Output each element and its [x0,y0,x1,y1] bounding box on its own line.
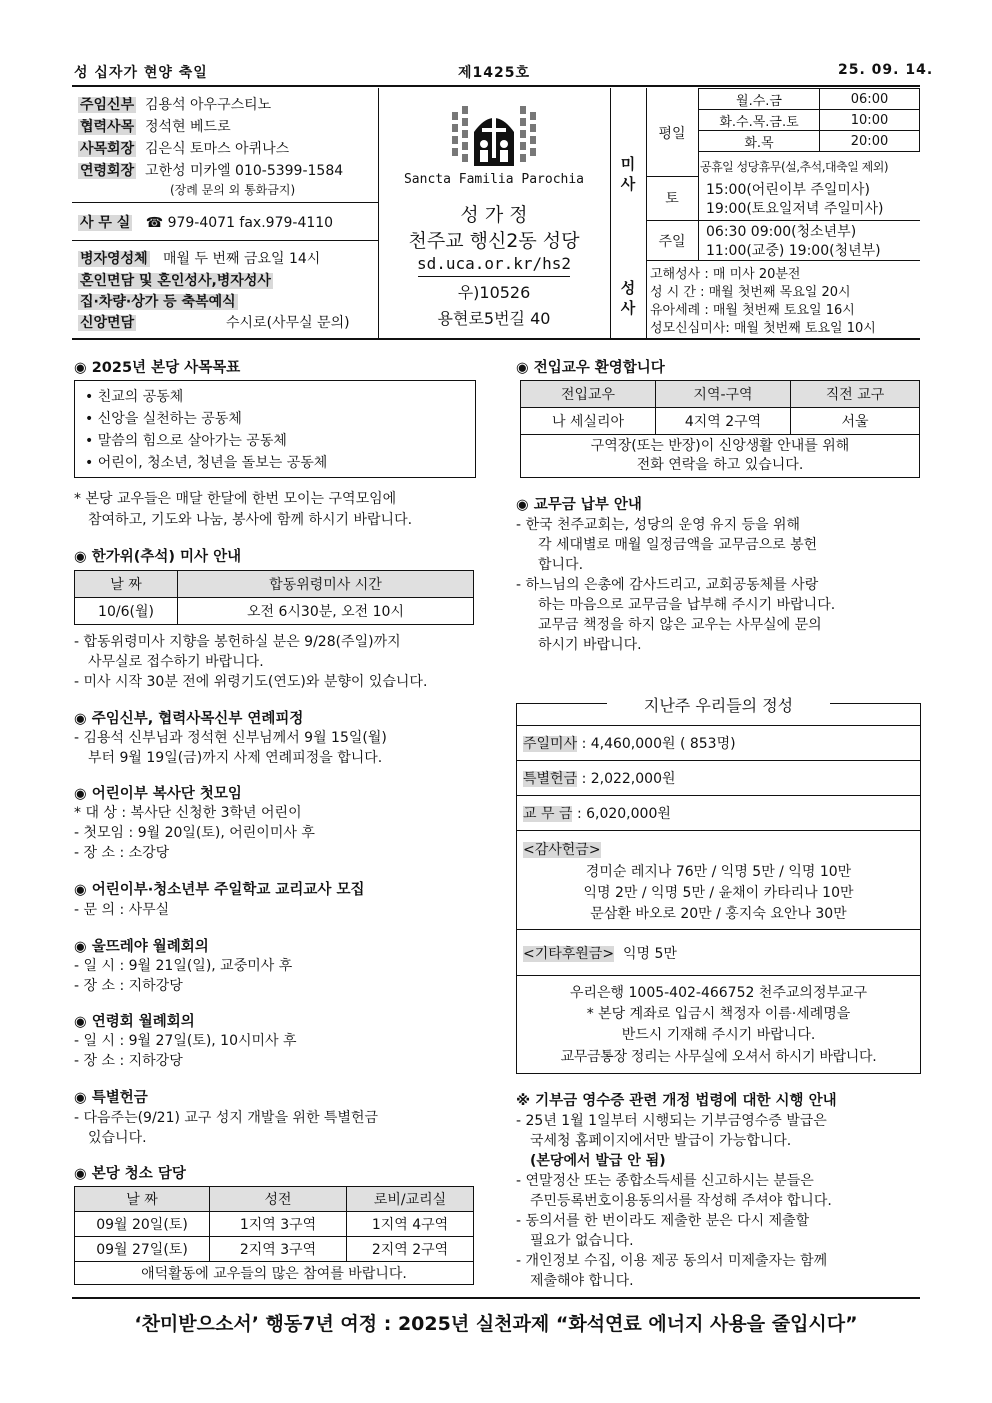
office-row: 사 무 실 ☎ 979-4071 fax.979-4110 [80,215,334,231]
table-row [75,1237,474,1262]
divider [418,276,570,277]
mass-time: 06:00 [820,89,920,110]
cleaning-note: 애덕활동에 교우들의 많은 참여를 바랍니다. [75,1262,474,1285]
welcome-note [521,435,920,478]
goal-item: • 신앙을 실천하는 공동체 [85,411,242,427]
sacrament-item: 유아세례 : 매월 첫번째 토요일 16시 [650,303,855,318]
table-cell: 나 세실리아 [521,408,656,435]
saturday-mass: 15:00(어린이부 주일미사) [706,182,870,198]
goals-note: 참여하고, 기도와 나눔, 봉사에 함께 하시기 바랍니다. [88,512,413,528]
sacrament-label: 성사 [620,279,636,317]
mass-days: 화.목 [699,131,820,152]
sacrament-item: 성모신심미사: 매월 첫번째 토요일 10시 [650,321,876,336]
weekday-cell [646,88,699,177]
sunday-mass: 06:30 09:00(청소년부) [706,224,857,240]
feast-title: 성 십자가 현양 축일 [74,65,208,81]
table-header: 전입교우 [521,381,656,408]
altar-title: ◉ 어린이부 복사단 첫모임 [74,786,242,802]
chuseok-table [74,570,474,625]
divider [517,929,920,930]
table-cell: 09월 27일(토) [75,1237,210,1262]
sunday-cell [646,220,699,261]
info-panel [72,88,920,340]
divider [517,725,920,726]
thanks-label: <감사헌금> [523,842,601,858]
ultreya-title: ◉ 울뜨레야 월례회의 [74,939,209,955]
yeonryeong-line: - 장 소 : 지하강당 [74,1053,183,1069]
mass-days: 월.수.금 [699,89,820,110]
staff-row: 연령회장 고한성 미카엘 010-5399-1584 [80,163,344,179]
issue-number: 제1425호 [458,65,531,81]
sunday-times [698,220,920,261]
altar-line: * 대 상 : 복사단 신청한 3학년 어린이 [74,805,302,821]
service-row: 병자영성체 매월 두 번째 금요일 14시 [80,251,321,267]
receipt-line: - 25년 1월 1일부터 시행되는 기부금영수증 발급은 [516,1113,827,1129]
welcome-title: ◉ 전입교우 환영합니다 [516,360,665,376]
welcome-table [520,380,920,478]
retreat-line: 부터 9월 19일(금)까지 사제 연례피정을 합니다. [88,750,383,766]
dues-line: 각 세대별로 매월 일정금액을 교무금으로 봉헌 [538,537,818,553]
thanks-line: 문삼환 바오로 20만 / 홍지숙 요안나 30만 [590,906,847,922]
divider [72,240,378,241]
staff-column [72,88,379,338]
retreat-title: ◉ 주임신부, 협력사목신부 연례피정 [74,711,304,727]
bank-note: 반드시 기재해 주시기 바랍니다. [621,1027,816,1043]
receipt-line: (본당에서 발급 안 됨) [530,1153,666,1169]
table-row [521,408,920,435]
dues-line: - 하느님의 은총에 감사드리고, 교회공동체를 사랑 [516,577,819,593]
issue-date: 25. 09. 14. [838,62,934,78]
header-rule [72,85,920,87]
table-header: 직전 교구 [791,381,920,408]
parish-latin-name: Sancta Familia Parochia [403,172,584,187]
sacrament-item: 고해성사 : 매 미사 20분전 [650,267,801,282]
chuseok-line: - 미사 시작 30분 전에 위령기도(연도)와 분향이 있습니다. [74,674,428,690]
offering-title: 지난주 우리들의 정성 [643,696,794,715]
bank-note: * 본당 계좌로 입금시 책정자 이름·세례명을 [586,1006,851,1022]
parish-logo-icon [450,102,538,170]
chuseok-line: 사무실로 접수하기 바랍니다. [88,654,264,670]
parish-address: 용현로5번길 40 [437,309,551,328]
staff-row: 협력사목 정석현 베드로 [80,119,231,135]
divider [517,830,920,831]
sunday-mass: 11:00(교중) 19:00(청년부) [706,243,881,259]
cleaning-table [74,1186,474,1285]
table-cell: 2지역 2구역 [347,1237,474,1262]
thanks-line: 익명 2만 / 익명 5만 / 윤채이 카타리나 10만 [583,885,854,901]
bank-note: 교무금통장 정리는 사무실에 오셔서 하시기 바랍니다. [560,1049,877,1065]
retreat-line: - 김용석 신부님과 정석현 신부님께서 9월 15일(월) [74,730,387,746]
chuseok-title: ◉ 한가위(추석) 미사 안내 [74,549,242,565]
schedule-column [610,88,920,338]
other-donation: <기타후원금> 익명 5만 [523,946,677,962]
dues-line: - 한국 천주교회는, 성당의 운영 유지 등을 위해 [516,517,801,533]
table-cell: 서울 [791,408,920,435]
sunday-label: 주일 [658,234,686,250]
parish-column [378,88,611,338]
dues-title: ◉ 교무금 납부 안내 [516,497,642,513]
dues-line: 하는 마음으로 교무금을 납부해 주시기 바랍니다. [538,597,836,613]
mass-label-cell [610,88,647,260]
dues-line: 합니다. [538,557,584,573]
receipt-line: 주민등록번호이용동의서를 작성해 주셔야 합니다. [530,1193,832,1209]
postal-code: 우)10526 [457,283,531,302]
goal-item: • 친교의 공동체 [85,389,184,405]
sacrament-label-cell [610,260,647,338]
receipt-title: ※ 기부금 영수증 관련 개정 법령에 대한 시행 안내 [516,1093,837,1109]
weekday-label: 평일 [658,126,686,142]
table-header: 성전 [210,1187,347,1212]
altar-line: - 장 소 : 소강당 [74,845,170,861]
saturday-label: 토 [665,191,679,207]
table-header: 지역-구역 [656,381,791,408]
service-row: 혼인면담 및 혼인성사,병자성사 [80,273,271,289]
holiday-note: 공휴일 성당휴무(설,추석,대축일 제외) [700,160,889,174]
goal-item: • 말씀의 힘으로 살아가는 공동체 [85,433,287,449]
service-row: 신앙면담 수시로(사무실 문의) [80,315,350,331]
offering-dues: 교 무 금 : 6,020,000원 [523,806,671,822]
special-line: 있습니다. [88,1130,147,1146]
table-header: 로비/교리실 [347,1187,474,1212]
divider [517,795,920,796]
weekday-mass-table [698,88,920,152]
saturday-cell [646,176,699,221]
yeonryeong-line: - 일 시 : 9월 27일(토), 10시미사 후 [74,1033,297,1049]
goals-title: ◉ 2025년 본당 사목목표 [74,360,241,376]
divider [517,760,920,761]
table-cell: 4지역 2구역 [656,408,791,435]
staff-row: 사목회장 김은식 토마스 아퀴나스 [80,141,290,157]
footer-campaign: ‘찬미받으소서’ 행동7년 여정 : 2025년 실천과제 “화석연료 에너지 사용을 줄입시다” [134,1313,858,1335]
saturday-mass: 19:00(토요일저녁 주일미사) [706,201,884,217]
table-cell: 2지역 3구역 [210,1237,347,1262]
goal-item: • 어린이, 청소년, 청년을 돌보는 공동체 [85,455,328,471]
funeral-note: (장례 문의 외 통화금지) [170,183,296,197]
altar-line: - 첫모임 : 9월 20일(토), 어린이미사 후 [74,825,315,841]
table-row [75,1212,474,1237]
mass-time: 10:00 [820,110,920,131]
receipt-line: 필요가 없습니다. [530,1233,634,1249]
yeonryeong-title: ◉ 연령회 월례회의 [74,1014,195,1030]
special-line: - 다음주는(9/21) 교구 성지 개발을 위한 특별헌금 [74,1110,379,1126]
mass-label: 미사 [620,155,636,193]
receipt-line: - 동의서를 한 번이라도 제출한 분은 다시 제출할 [516,1213,810,1229]
table-cell: 오전 6시30분, 오전 10시 [178,598,474,625]
mass-days: 화.수.목.금.토 [699,110,820,131]
welcome-note-line: 구역장(또는 반장)이 신앙생활 안내를 위해 [590,438,850,454]
service-row: 집·차량·상가 등 축복예식 [80,294,236,310]
footer-rule [72,1297,920,1299]
parish-website-link[interactable]: sd.uca.or.kr/hs2 [416,254,572,273]
welcome-note-line: 전화 연락을 하고 있습니다. [636,457,804,473]
special-title: ◉ 특별헌금 [74,1090,148,1106]
divider [517,975,920,976]
dues-line: 하시기 바랍니다. [538,637,642,653]
cleaning-title: ◉ 본당 청소 담당 [74,1166,186,1182]
table-cell: 1지역 3구역 [210,1212,347,1237]
table-header: 날 짜 [75,1187,210,1212]
bank-account: 우리은행 1005-402-466752 천주교의정부교구 [569,985,868,1001]
sacrament-item: 성 시 간 : 매월 첫번째 목요일 20시 [650,285,851,300]
offering-box [516,696,921,1074]
parish-name: 성 가 정 [460,204,528,226]
table-cell: 10/6(월) [75,598,178,625]
table-header: 합동위령미사 시간 [178,571,474,598]
goals-note: * 본당 교우들은 매달 한달에 한번 모이는 구역모임에 [74,491,397,507]
offering-special: 특별헌금 : 2,022,000원 [523,771,676,787]
catechist-title: ◉ 어린이부·청소년부 주일학교 교리교사 모집 [74,882,365,898]
receipt-line: 국세청 홈페이지에서만 발급이 가능합니다. [530,1133,792,1149]
goals-box [74,380,476,478]
offering-sunday: 주일미사 : 4,460,000원 ( 853명) [523,736,736,752]
table-cell: 1지역 4구역 [347,1212,474,1237]
staff-row: 주임신부 김용석 아우구스티노 [80,97,272,113]
ultreya-line: - 일 시 : 9월 21일(일), 교중미사 후 [74,958,293,974]
saturday-times [698,176,920,221]
ultreya-line: - 장 소 : 지하강당 [74,978,183,994]
table-header: 날 짜 [75,571,178,598]
mass-time: 20:00 [820,131,920,152]
dues-line: 교무금 책정을 하지 않은 교우는 사무실에 문의 [538,617,822,633]
receipt-line: - 연말정산 또는 종합소득세를 신고하시는 분들은 [516,1173,814,1189]
receipt-line: - 개인정보 수집, 이용 제공 동의서 미제출자는 함께 [516,1253,828,1269]
parish-full-name: 천주교 행신2동 성당 [408,230,580,252]
table-cell: 09월 20일(토) [75,1212,210,1237]
receipt-line: 제출해야 합니다. [530,1273,634,1289]
thanks-line: 경미순 레지나 76만 / 익명 5만 / 익명 10만 [585,864,852,880]
chuseok-line: - 합동위령미사 지향을 봉헌하실 분은 9/28(주일)까지 [74,634,401,650]
catechist-line: - 문 의 : 사무실 [74,902,170,918]
divider [72,202,378,203]
